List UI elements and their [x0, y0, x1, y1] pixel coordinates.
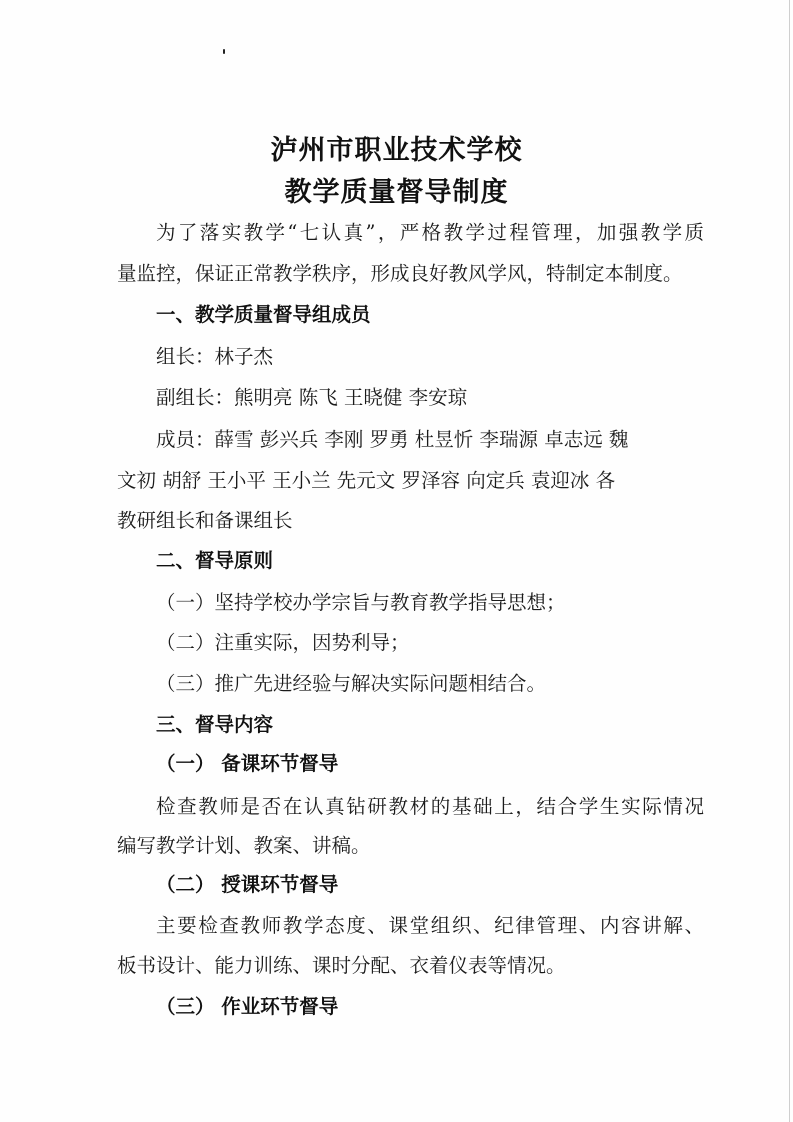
principle-item-1: （一）坚持学校办学宗旨与教育教学指导思想； [156, 591, 566, 614]
intro-paragraph-line-1: 为了落实教学“七认真”，严格教学过程管理，加强教学质 [156, 221, 704, 244]
document-title: 泸州市职业技术学校 [270, 135, 523, 166]
subsection-2-text-line-2: 板书设计、能力训练、课时分配、衣着仪表等情况。 [117, 954, 566, 977]
principle-item-3: （三）推广先进经验与解决实际问题相结合。 [156, 672, 547, 695]
subsection-1-text-line-2: 编写教学计划、教案、讲稿。 [117, 834, 371, 857]
group-members-line-2: 文初 胡舒 王小平 王小兰 先元文 罗泽容 向定兵 袁迎冰 各 [117, 469, 616, 492]
group-members-line-1: 成员：薛雪 彭兴兵 李刚 罗勇 杜昱忻 李瑞源 卓志远 魏 [156, 428, 629, 451]
document-subtitle: 教学质量督导制度 [284, 177, 509, 208]
subsection-2-text-line-1: 主要检查教师教学态度、课堂组织、纪律管理、内容讲解、 [156, 914, 704, 937]
group-members-line-3: 教研组长和备课组长 [117, 509, 293, 532]
subsection-2-heading: （二） 授课环节督导 [156, 873, 339, 896]
subsection-3-heading: （三） 作业环节督导 [156, 995, 339, 1018]
section-1-heading: 一、教学质量督导组成员 [156, 303, 371, 326]
scan-edge [789, 0, 790, 1122]
group-deputy-leaders: 副组长：熊明亮 陈飞 王晓健 李安琼 [156, 386, 468, 409]
principle-item-2: （二）注重实际，因势利导； [156, 631, 410, 654]
intro-paragraph-line-2: 量监控，保证正常教学秩序，形成良好教风学风，特制定本制度。 [117, 262, 683, 285]
group-leader: 组长：林子杰 [156, 345, 274, 368]
subsection-1-heading: （一） 备课环节督导 [156, 752, 339, 775]
subsection-1-text-line-1: 检查教师是否在认真钻研教材的基础上，结合学生实际情况 [156, 795, 704, 818]
section-3-heading: 三、督导内容 [156, 713, 274, 736]
section-2-heading: 二、督导原则 [156, 549, 274, 572]
scan-speck [223, 49, 225, 54]
